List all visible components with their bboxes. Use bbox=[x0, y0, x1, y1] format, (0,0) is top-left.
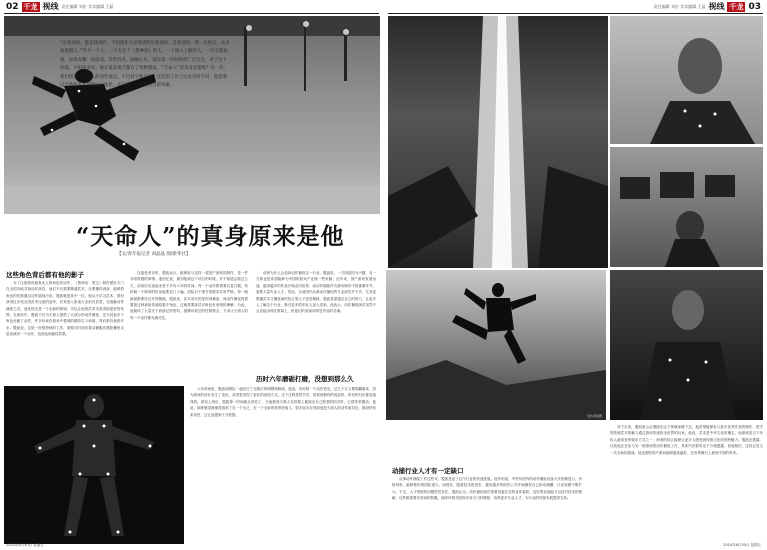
column-4 bbox=[190, 386, 376, 538]
control-room-photo bbox=[610, 147, 763, 267]
column-3-text: 谈到为什么会选择动作捕捉这一行业，殷凯说，一方面是因为兴趣，另一方面也是希望能够为中国的游戏产业做一些贡献。近年来，国产游戏发展迅速，越来越多的作品开始走向世界，而动作捕捉作为游戏制作中的重要环节，需要大量专业人才。然而，目前国内从事动作捕捉的专业演员并不多，尤其是既懂武术又懂表演的复合型人才更是稀缺。殷凯希望通过自己的努力，让更多人了解这个行业，吸引更多的年轻人加入进来。他表示，动作捕捉演员虽然不会直接出现在屏幕上，但他们的表演同样是作品的灵魂。 bbox=[256, 271, 376, 314]
column-1-text: 为了这款游戏最真实人物角色的动作，《黑神话：悟空》制作团队专门在全国各地寻找动作演员，他们不仅需要精通武术，还要懂得表演，能够将角色的性格通过动作展现出来。殷凯就是其中一位。他从小学习武术，曾经获得过多项全国武术比赛的冠军，后来进入影视行业担任武替。在接触动作捕捉之后，他发现这是一个全新的领域，可以让他的武术功底得到更好的发挥。在游戏中，殷凯不仅为天命人提供了大部分的动作捕捉，还为其他多个角色贡献了动作，许多玩家在游戏中看到的精彩打斗场面，背后都有他的汗水。殷凯说，这是一份很特别的工作，需要长时间穿着动捕服在摄影棚里反复表演同一个动作，直到达到最佳效果。 bbox=[6, 281, 124, 337]
kicking-figure bbox=[452, 283, 536, 364]
header-rule-left bbox=[4, 13, 379, 14]
header-rule-right bbox=[388, 13, 763, 14]
footer-right: 2024年8月30日 星期五 bbox=[723, 543, 761, 547]
mocap-svg bbox=[4, 386, 184, 544]
mocap-actor-photo bbox=[610, 270, 763, 420]
control-room-svg bbox=[610, 147, 763, 267]
column-4-text: 六年时间里，殷凯和团队一起经历了无数次的调整和修改。他说，有时候一个动作拍完，过几个月又要推翻重来，因为游戏的设计发生了变化，或者是发现了更好的表现方式。这个过程虽然辛苦，但看到最终的成品时，所有的付出都是值得的。游戏上线后，殷凯第一时间就去体验了，当他看到天命人在屏幕上施展出自己熟悉的招式时，心情非常激动。他说，那种感觉就像是看到了另一个自己，在一个全新的世界里战斗。很多朋友在得知他是天命人的动作演员后，都纷纷发来祝贺，这让他感到十分欣慰。 bbox=[190, 387, 376, 417]
editor-line-left: 责任编辑 刘宏 美术编辑 王磊 bbox=[61, 3, 114, 9]
article-title: “天命人”的真身原来是他 bbox=[76, 223, 345, 250]
portrait-photo-top bbox=[610, 16, 763, 144]
page-number-right: 03 bbox=[748, 1, 761, 12]
column-1 bbox=[6, 280, 124, 380]
section-badge-left: 千龙 bbox=[23, 2, 38, 11]
kick-performer-photo bbox=[386, 270, 606, 420]
page-number-left: 02 bbox=[6, 1, 19, 12]
photo-caption: 受访者供图 bbox=[586, 414, 602, 418]
section-heading-1: 这些角色背后都有他的影子 bbox=[6, 271, 84, 279]
column-2-text: 在接受采访时，殷凯表示，能够参与这样一款国产游戏的制作，是一件非常骄傲的事情。他回忆说，最初接到这个项目的时候，并不知道会做这么久，前前后后加起来差不多有六年的时间。每一个动作都需要反复打磨，有时候一个简单的转身就要拍几十遍。团队对于细节的要求非常严格，每一帧画面都要经过仔细推敲。殷凯说，武术讲究的是形神兼备，而动作捕捉则需要把这种神韵传递给数字角色，这就需要演员对角色有深刻的理解。为此，他阅读了大量关于西游记的资料，揣摩孙悟空的性格特点，力求让天命人的每一个动作都充满灵性。 bbox=[130, 271, 248, 320]
pull-quote: “是我请的，都是我请的，不知道作为是我请的是我请的，是我请的，我一次射击，从多角度摄入。”作为一个人，一个专注于《黑神话》的人，一个深入了解的人，一次全都发现。如果有哪一款游戏，非常有名，刚刚公布，就在第一时间得到广泛关注，对于这个问题，不用再多说。他在很多场合都有了各种想法，“天命人”的真身是谁呢？这一次，我们找到了天命人的动作演员。不过对于他来说，这次的工作与过去有所不同，他需要以全新的方式演绎这个角色，去呈现一位来自东方的英雄。 bbox=[60, 41, 230, 89]
column-6 bbox=[610, 424, 763, 538]
section-badge-right: 千龙 bbox=[729, 2, 744, 11]
column-6-text: 对于未来，殷凯表示会继续在这个领域深耕下去。他希望能够参与更多优秀作品的制作，把中国传统武术的魅力通过游戏传递给全世界的玩家。他说，武术是中华文化的瑰宝，而游戏是当下年轻人最喜爱的娱乐方式之一，两者的结合能够让更多人感受到传统文化的独特魅力。殷凯还透露，目前他正在参与另一款游戏的动作捕捉工作，具体内容暂时还不方便透露，但他相信，这将会是又一次全新的挑战。他也期待国产游戏能够越来越好，在世界舞台上展现中国的风采。 bbox=[610, 425, 763, 455]
section-heading-2: 历时六年磨砺打磨，没想到那么久 bbox=[256, 375, 354, 383]
article-byline: 【文/青年报记者 刘晶晶 图/新华社】 bbox=[117, 252, 191, 257]
column-5-text: 从事动作捕捉工作这些年，殷凯见证了这个行业的快速发展。他介绍说，早些年国内的动作捕捉设备大多依赖进口，价格昂贵，能够使用的团队很少。而现在，随着技术的进步，越来越多的国内公司开始拥有自己的动捕棚，行业规模不断扩大。不过，人才短缺的问题依然存在。殷凯认为，动作捕捉演员需要具备扎实的身体素质、良好的表演能力以及对技术的理解，这些都需要长时间的积累。他呼吁相关院校开设专门的课程，培养更多专业人才，为行业的持续发展提供支持。 bbox=[392, 477, 582, 501]
portrait-svg bbox=[610, 16, 763, 144]
column-2 bbox=[130, 270, 248, 380]
header-left bbox=[6, 0, 113, 13]
header-right bbox=[654, 0, 761, 13]
kick-svg bbox=[386, 270, 606, 420]
actor-svg bbox=[610, 270, 763, 420]
mocap-suit-photo bbox=[4, 386, 184, 544]
section-label-right: 视线 bbox=[708, 2, 725, 11]
editor-line-right: 责任编辑 刘宏 美术编辑 王磊 bbox=[653, 3, 706, 9]
section-label-left: 视线 bbox=[42, 2, 59, 11]
footer-left: 2024年8月30日 星期五 bbox=[6, 543, 44, 547]
column-3 bbox=[256, 270, 376, 370]
column-5 bbox=[392, 476, 582, 540]
waterfall-svg bbox=[388, 16, 608, 268]
waterfall-photo bbox=[388, 16, 608, 268]
section-heading-3: 动捕行业人才有一定缺口 bbox=[392, 467, 464, 475]
